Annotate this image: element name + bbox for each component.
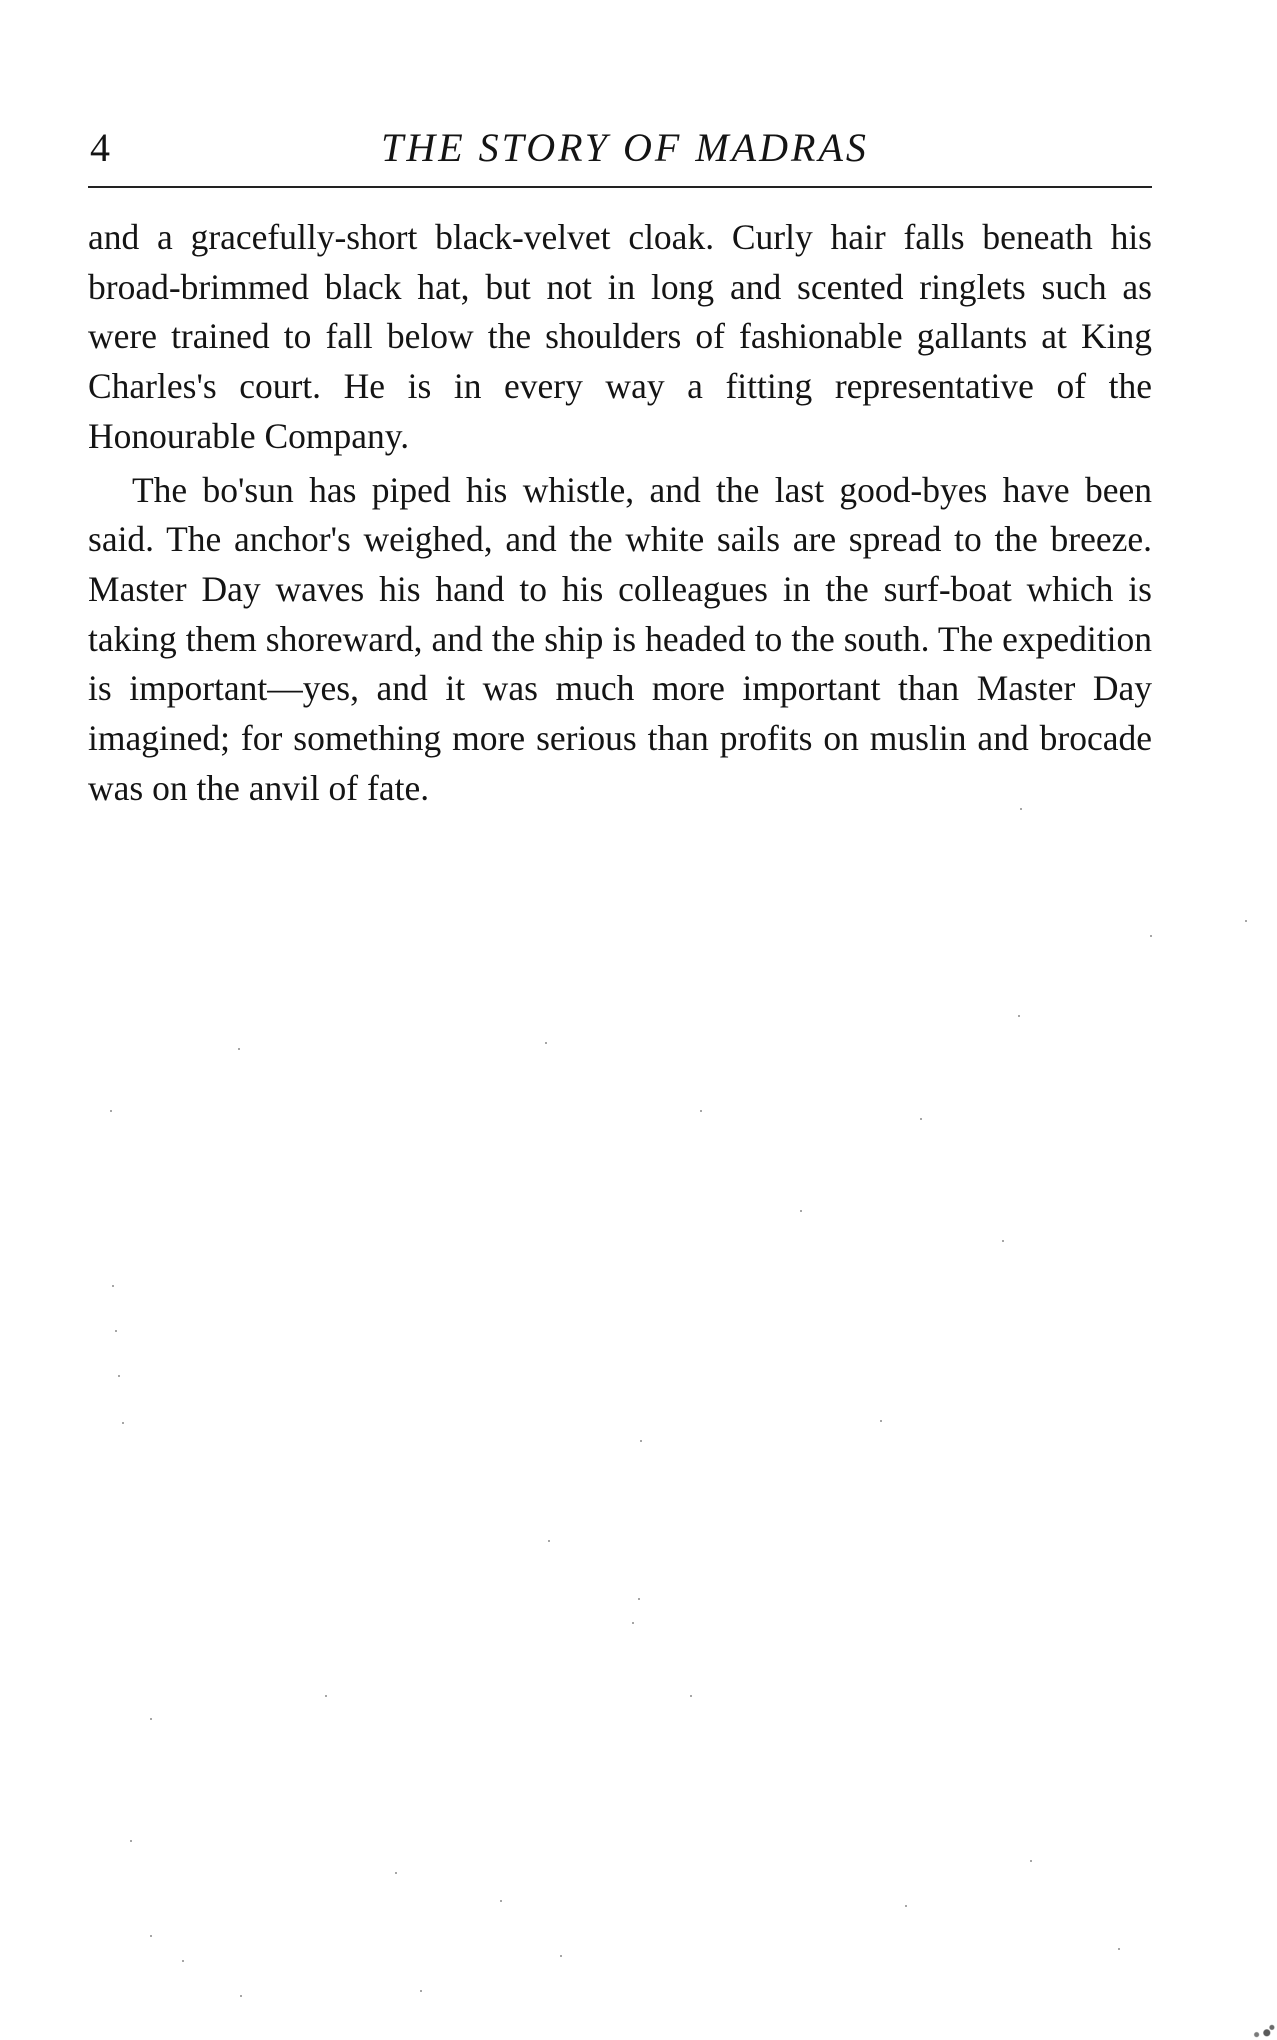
running-title: THE STORY OF MADRAS [381,125,869,170]
page-number: 4 [90,125,110,170]
page-header [88,118,1152,180]
header-rule [88,186,1152,188]
paragraph: The bo'sun has piped his whistle, and the last good-byes have been said. The anchor's weighed, and the white sails are spread to the breeze. Master Day waves his hand to his colleagues in the surf-boat which is taking them shoreward, and the ship is headed to the south. The expedition is important—yes, and it was much more important than Master Day imagined; for something more serious than profits on muslin and brocade was on the anvil of fate. [88,469,1152,808]
body-text [88,213,1152,813]
scan-smudge [1243,2022,1277,2040]
paragraph-continuation: and a gracefully-short black-velvet cloak. Curly hair falls beneath his broad-brimmed black hat, but not in long and scented ringlets such as were trained to fall below the shoulders of fashionable gallants at King Charles's court. He is in every way a fitting representative of the Honourable Company. [88,217,1152,456]
